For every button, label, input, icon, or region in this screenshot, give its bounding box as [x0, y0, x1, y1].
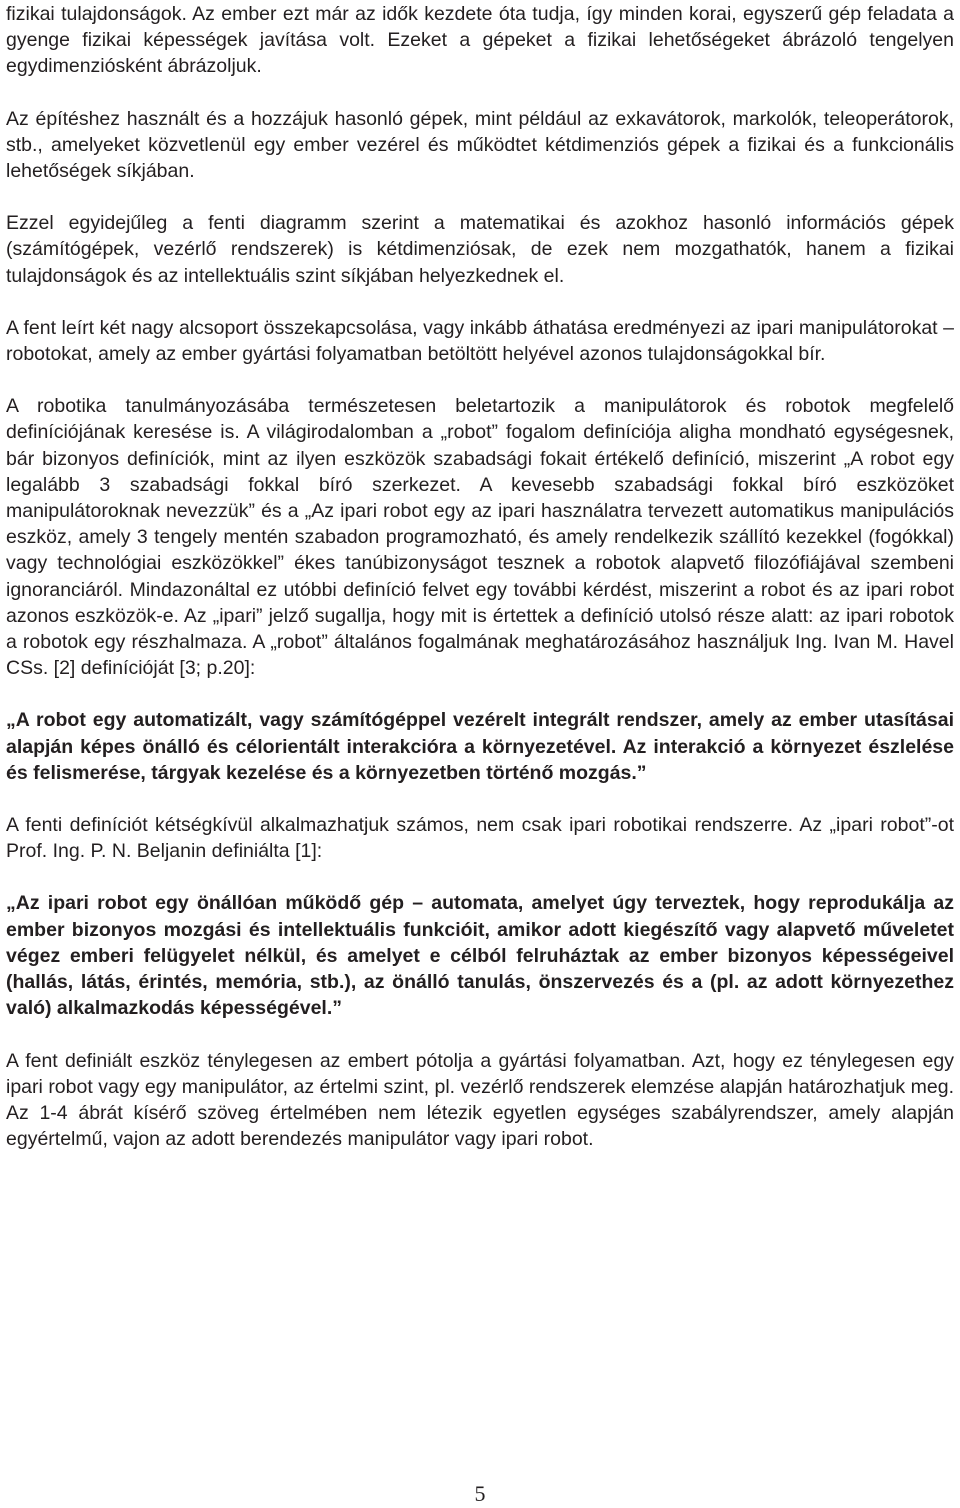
- paragraph-conclusion: A fent definiált eszköz ténylegesen az embert pótolja a gyártási folyamatban. Azt, hogy ez ténylegesen egy ipari robot vagy egy manipulátor, az értelmi szint, pl. vezérlő rendszerek elemzése alapján határozhatjuk meg. Az 1-4 ábrát kísérő szöveg értelmében nem létezik egyetlen egységes szabályrendszer, amely alapján egyértelmű, vajon az adott berendezés manipulátor vagy ipari robot.: [6, 1049, 954, 1151]
- quote-industrial-robot-definition: „Az ipari robot egy önállóan működő gép – automata, amelyet úgy terveztek, hogy reprodukálja az ember bizonyos mozgási és intellektuális funkcióit, amikor adott kiegészítő vagy alapvető műveletet végez emberi felügyelet nélkül, és amelyet e célból felruháztak az ember bizonyos képességeivel (hallás, látás, érintés, memória, stb.), az önálló tanulás, önszervezés és a (pl. az adott környezethez való) alkalmazkodás képességével.”: [6, 892, 954, 1020]
- paragraph-industrial-manipulators: A fent leírt két nagy alcsoport összekapcsolása, vagy inkább áthatása eredményezi az ipari manipulátorokat – robotokat, amely az ember gyártási folyamatban betöltött helyével azonos tulajdonságokkal bír.: [6, 316, 954, 366]
- paragraph-robot-definitions: A robotika tanulmányozásába természetesen beletartozik a manipulátorok és robotok megfelelő definíciójának keresése is. A világirodalomban a „robot” fogalom definíciója aligha mondható egységesnek, bár bizonyos definíciók, mint az ilyen eszközök szabadsági fokait értékelő definíció, miszerint „A robot egy legalább 3 szabadsági fokkal bíró szerkezet. A kevesebb szabadsági fokkal bíró eszközöket manipulátoroknak nevezzük” és a „Az ipari robot egy az ipari használatra tervezett automatikus manipulációs eszköz, amely 3 tengely mentén szabadon programozható, és amely rendelkezik szállító kezekkel (fogókkal) vagy technológiai eszközökkel” ékes tanúbizonyságot tesznek a robotok alapvető filozófiájával szembeni ignoranciáról. Mindazonáltal ez utóbbi definíció felvet egy további kérdést, miszerint a robot és az ipari robot azonos eszközök-e. Az „ipari” jelző sugallja, hogy mit is értettek a definíció utolsó része alatt: az ipari robotok a robotok egy részhalmaza. A „robot” általános fogalmának meghatározásához használjuk Ing. Ivan M. Havel CSs. [2] definícióját [3; p.20]:: [6, 395, 954, 680]
- document-page: [6, 0, 954, 1152]
- quote-robot-definition: „A robot egy automatizált, vagy számítógéppel vezérelt integrált rendszer, amely az ember utasításai alapján képes önálló és célorientált interakcióra a környezetével. Az interakció a környezet észlelése és felismerése, tárgyak kezelése és a környezetben történő mozgás.”: [6, 709, 954, 784]
- paragraph-information-machines: Ezzel egyidejűleg a fenti diagramm szerint a matematikai és azokhoz hasonló információs gépek (számítógépek, vezérlő rendszerek) is kétdimenziósak, de ezek nem mozgathatók, hanem a fizikai tulajdonságok és az intellektuális szint síkjában helyezkednek el.: [6, 212, 954, 287]
- paragraph-construction-machines: Az építéshez használt és a hozzájuk hasonló gépek, mint például az exkavátorok, markolók, teleoperátorok, stb., amelyeket közvetlenül egy ember vezérel és működtet kétdimenziós gépek a fizikai és a funkcionális lehetőségek síkjában.: [6, 107, 954, 183]
- paragraph-beljanin-intro: A fenti definíciót kétségkívül alkalmazhatjuk számos, nem csak ipari robotikai rendszerre. Az „ipari robot”-ot Prof. Ing. P. N. Beljanin definiálta [1]:: [6, 814, 954, 863]
- page-number: 5: [474, 1481, 486, 1506]
- paragraph-physical-properties: fizikai tulajdonságok. Az ember ezt már az idők kezdete óta tudja, így minden korai, egyszerű gép feladata a gyenge fizikai képességek javítása volt. Ezeket a gépeket a fizikai lehetőségeket ábrázoló tengelyen egydimenziósként ábrázoljuk.: [6, 3, 954, 78]
